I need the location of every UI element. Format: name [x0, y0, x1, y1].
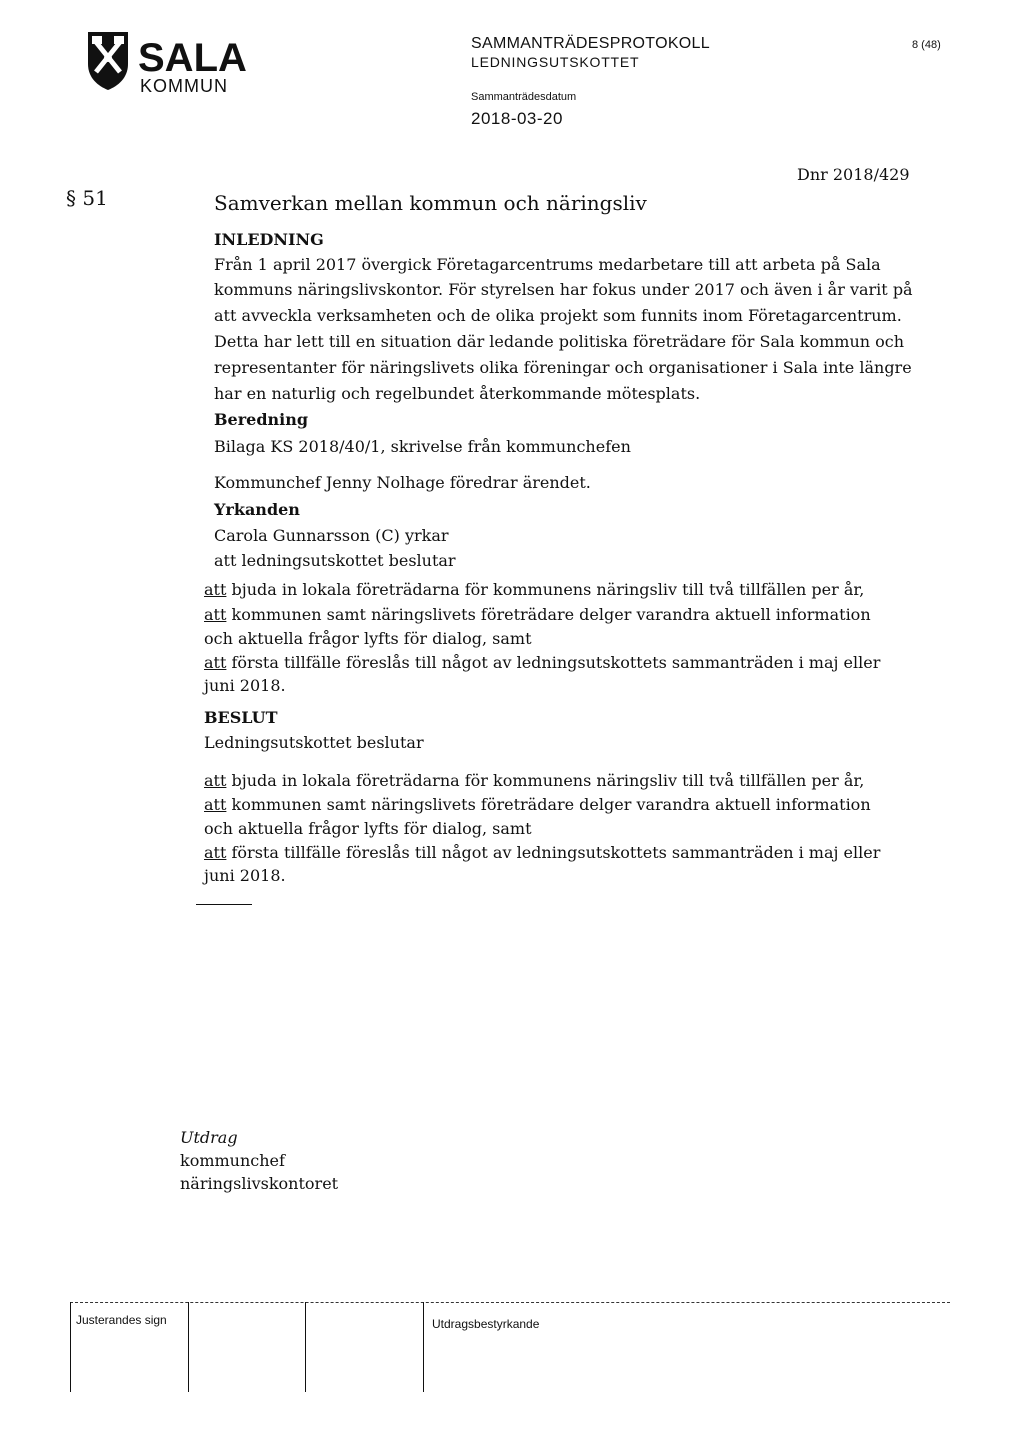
yrkande-item-text: första tillfälle föreslås till något av ledningsutskottets sammanträden i maj eller	[226, 653, 881, 672]
document-type: SAMMANTRÄDESPROTOKOLL	[471, 35, 710, 52]
section-end-rule	[196, 904, 252, 905]
att-marker: att	[204, 795, 227, 814]
beslut-item-text: bjuda in lokala företrädarna för kommunens näringsliv till två tillfällen per år,	[226, 771, 865, 790]
att-marker: att	[204, 580, 227, 599]
beredning-attachment: Bilaga KS 2018/40/1, skrivelse från kommunchefen	[214, 437, 631, 456]
beslut-item-3	[204, 845, 880, 861]
justerandes-sign-label: Justerandes sign	[76, 1313, 167, 1327]
yrkande-intro: att ledningsutskottet beslutar	[214, 551, 456, 570]
beslut-heading: BESLUT	[204, 708, 278, 727]
yrkanden-heading: Yrkanden	[214, 500, 300, 519]
inledning-line: har en naturlig och regelbundet återkommande mötesplats.	[214, 384, 701, 403]
yrkande-item-2	[204, 607, 871, 623]
beslut-item-text: första tillfälle föreslås till något av ledningsutskottets sammanträden i maj eller	[226, 843, 881, 862]
logo-wordmark: SALA	[138, 36, 247, 80]
committee-name: LEDNINGSUTSKOTTET	[471, 54, 640, 70]
inledning-line: Detta har lett till en situation där ledande politiska företrädare för Sala kommun och	[214, 332, 905, 351]
beslut-item-1	[204, 773, 864, 789]
utdrag-recipient: kommunchef	[180, 1151, 285, 1170]
utdrag-heading: Utdrag	[180, 1128, 238, 1147]
inledning-heading: INLEDNING	[214, 230, 324, 249]
yrkande-item-text: bjuda in lokala företrädarna för kommunens näringsliv till två tillfällen per år,	[226, 580, 865, 599]
signature-top-line	[70, 1302, 950, 1303]
utdrag-recipient: näringslivskontoret	[180, 1174, 339, 1193]
inledning-line: att avveckla verksamheten och de olika projekt som funnits inom Företagarcentrum.	[214, 306, 902, 325]
yrkande-item-3	[204, 655, 880, 671]
beslut-item-3-cont: juni 2018.	[204, 866, 286, 885]
page-number: 8 (48)	[912, 39, 941, 51]
inledning-line: kommuns näringslivskontor. För styrelsen har fokus under 2017 och även i år varit på	[214, 280, 913, 299]
yrkande-item-3-cont: juni 2018.	[204, 676, 286, 695]
yrkande-item-text: kommunen samt näringslivets företrädare delger varandra aktuell information	[226, 605, 871, 624]
yrkande-item-1	[204, 582, 864, 598]
yrkande-item-2-cont: och aktuella frågor lyfts för dialog, samt	[204, 629, 532, 648]
beslut-intro: Ledningsutskottet beslutar	[204, 733, 424, 752]
att-marker: att	[204, 843, 227, 862]
yrkande-proposer: Carola Gunnarsson (C) yrkar	[214, 526, 449, 545]
signature-divider	[188, 1302, 189, 1392]
meeting-date: 2018-03-20	[471, 109, 563, 128]
att-marker: att	[204, 771, 227, 790]
inledning-line: representanter för näringslivets olika föreningar och organisationer i Sala inte längre	[214, 358, 912, 377]
inledning-line: Från 1 april 2017 övergick Företagarcentrums medarbetare till att arbeta på Sala	[214, 255, 881, 274]
beredning-presenter: Kommunchef Jenny Nolhage föredrar ärendet.	[214, 473, 591, 492]
utdragsbestyrkande-label: Utdragsbestyrkande	[432, 1317, 540, 1331]
beslut-item-2-cont: och aktuella frågor lyfts för dialog, samt	[204, 819, 532, 838]
date-label: Sammanträdesdatum	[471, 91, 577, 103]
sala-kommun-logo	[84, 22, 247, 102]
att-marker: att	[204, 605, 227, 624]
beredning-heading: Beredning	[214, 410, 309, 429]
coat-of-arms-icon	[84, 28, 132, 92]
logo-subtitle: KOMMUN	[140, 76, 228, 96]
beslut-item-2	[204, 797, 871, 813]
section-title: Samverkan mellan kommun och näringsliv	[214, 191, 647, 215]
signature-divider	[423, 1302, 424, 1392]
signature-divider	[70, 1302, 71, 1392]
signature-table	[60, 1290, 980, 1410]
diary-number: Dnr 2018/429	[797, 165, 910, 184]
section-number: § 51	[66, 186, 108, 210]
att-marker: att	[204, 653, 227, 672]
signature-divider	[305, 1302, 306, 1392]
beslut-item-text: kommunen samt näringslivets företrädare delger varandra aktuell information	[226, 795, 871, 814]
